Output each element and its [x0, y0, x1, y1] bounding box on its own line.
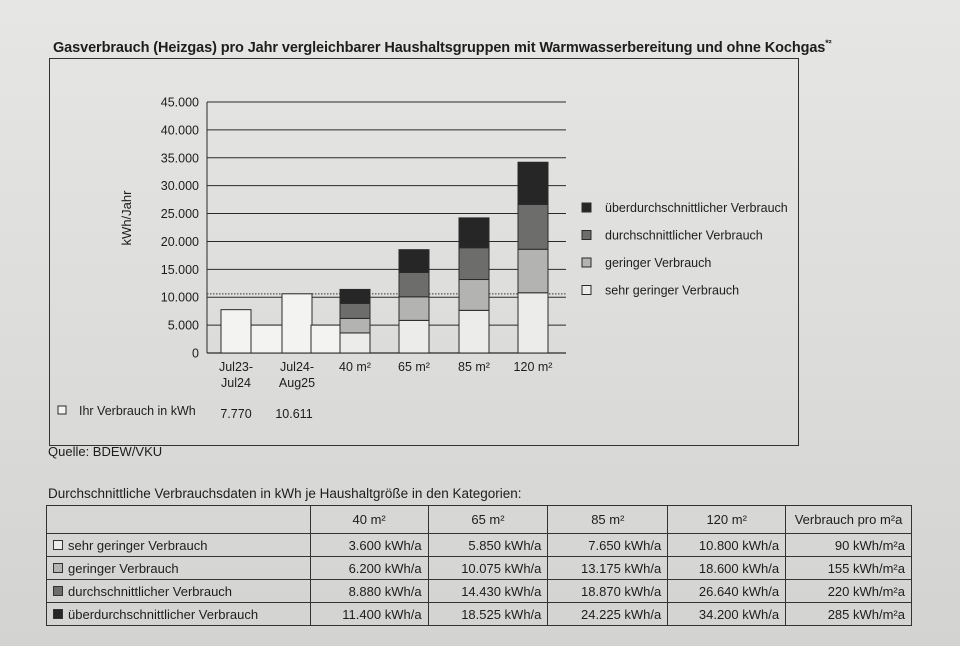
x-category-label: Jul24-	[279, 360, 315, 374]
table-header-cell: 120 m²	[668, 506, 786, 534]
y-tick-label: 10.000	[160, 290, 199, 305]
legend-swatch	[582, 203, 591, 212]
table-header-cell	[47, 506, 311, 534]
step-cell	[311, 325, 340, 353]
y-tick-label: 30.000	[160, 179, 199, 194]
stacked-bar-segment	[340, 289, 370, 303]
table-cell: 14.430 kWh/a	[428, 580, 548, 603]
row-label-text: überdurchschnittlicher Verbrauch	[68, 606, 259, 622]
table-row	[47, 580, 912, 603]
x-category-label: Jul24	[221, 376, 251, 390]
row-label	[47, 534, 311, 557]
stacked-bar-segment	[459, 218, 489, 248]
y-tick-label: 35.000	[160, 151, 199, 166]
row-label	[47, 580, 311, 603]
table-header-cell: Verbrauch pro m²a	[786, 506, 912, 534]
table-cell: 18.600 kWh/a	[668, 557, 786, 580]
table-row	[47, 603, 912, 626]
table-row	[47, 534, 912, 557]
legend-label: überdurchschnittlicher Verbrauch	[605, 201, 788, 215]
legend-swatch	[582, 231, 591, 240]
y-tick-label: 15.000	[160, 262, 199, 277]
stacked-bar-segment	[340, 333, 370, 353]
table-cell: 10.075 kWh/a	[428, 557, 548, 580]
swatch-icon	[53, 563, 63, 573]
row-label-text: geringer Verbrauch	[68, 560, 179, 576]
stacked-bar-segment	[518, 204, 548, 249]
x-category-label: 120 m²	[513, 360, 553, 374]
row-label-text: sehr geringer Verbrauch	[68, 537, 208, 553]
legend-label: sehr geringer Verbrauch	[605, 283, 740, 298]
table-cell: 220 kWh/m²a	[786, 580, 912, 603]
stacked-bar-segment	[399, 273, 429, 297]
y-tick-label: 20.000	[160, 234, 199, 249]
x-category-label: Jul23-	[218, 360, 254, 374]
table-header-cell: 85 m²	[548, 506, 668, 534]
row-label-text: durchschnittlicher Verbrauch	[68, 583, 233, 599]
table-cell: 24.225 kWh/a	[548, 603, 668, 626]
table-cell: 155 kWh/m²a	[786, 557, 912, 580]
stacked-bar-segment	[459, 248, 489, 280]
legend-swatch	[582, 286, 591, 295]
table-cell: 18.870 kWh/a	[548, 580, 668, 603]
y-tick-label: 40.000	[160, 123, 199, 138]
table-header-cell: 65 m²	[428, 506, 548, 534]
x-category-label: 65 m²	[398, 360, 430, 374]
stacked-bar-segment	[518, 293, 548, 353]
legend-swatch	[582, 258, 591, 267]
y-tick-label: 0	[192, 346, 199, 361]
table-cell: 285 kWh/m²a	[786, 603, 912, 626]
legend-label: durchschnittlicher Verbrauch	[605, 228, 763, 243]
consumption-table	[46, 505, 912, 626]
table-title: Durchschnittliche Verbrauchsdaten in kWh je Haushaltgröße in den Kategorien:	[48, 486, 522, 501]
swatch-icon	[53, 586, 63, 596]
table-cell: 10.800 kWh/a	[668, 534, 786, 557]
chart-title-text: Gasverbrauch (Heizgas) pro Jahr vergleichbarer Haushaltsgruppen mit Warmwasserbereitung und ohne Kochgas	[53, 39, 826, 56]
stacked-bar-segment	[340, 318, 370, 333]
table-row	[47, 557, 912, 580]
table-cell: 8.880 kWh/a	[310, 580, 428, 603]
source-note: Quelle: BDEW/VKU	[48, 444, 163, 459]
stacked-bar-segment	[518, 249, 548, 293]
x-category-label: 85 m²	[458, 360, 490, 374]
stacked-bar-segment	[340, 303, 370, 318]
swatch-icon	[53, 540, 63, 550]
title-footnote-mark: *²	[825, 38, 832, 48]
stacked-bar-segment	[459, 310, 489, 353]
stacked-bar-segment	[399, 320, 429, 353]
table-cell: 5.850 kWh/a	[428, 534, 548, 557]
stacked-bar-segment	[459, 280, 489, 311]
y-axis-label: kWh/Jahr	[119, 190, 134, 246]
table-cell: 3.600 kWh/a	[310, 534, 428, 557]
table-cell: 6.200 kWh/a	[310, 557, 428, 580]
x-category-label: 40 m²	[339, 360, 371, 374]
table-cell: 90 kWh/m²a	[786, 534, 912, 557]
own-consumption-bar	[282, 294, 312, 353]
table-cell: 7.650 kWh/a	[548, 534, 668, 557]
table-cell: 18.525 kWh/a	[428, 603, 548, 626]
table-cell: 11.400 kWh/a	[310, 603, 428, 626]
table-header-row	[47, 506, 912, 534]
y-tick-label: 45.000	[160, 95, 199, 110]
row-label	[47, 603, 311, 626]
legend-label: geringer Verbrauch	[605, 256, 712, 270]
x-category-label: Aug25	[278, 376, 316, 390]
own-legend-swatch	[58, 406, 66, 414]
stacked-bar-segment	[518, 162, 548, 204]
table-cell: 26.640 kWh/a	[668, 580, 786, 603]
stacked-bar-segment	[399, 297, 429, 321]
stacked-bar-segment	[399, 250, 429, 273]
own-legend-label: Ihr Verbrauch in kWh	[79, 404, 196, 418]
swatch-icon	[53, 609, 63, 619]
table-header-cell: 40 m²	[310, 506, 428, 534]
own-consumption-value: 10.611	[275, 407, 313, 421]
step-cell	[251, 325, 282, 353]
table-cell: 13.175 kWh/a	[548, 557, 668, 580]
row-label	[47, 557, 311, 580]
y-tick-label: 5.000	[167, 318, 199, 333]
own-consumption-bar	[221, 310, 251, 353]
y-tick-label: 25.000	[160, 207, 199, 222]
table-cell: 34.200 kWh/a	[668, 603, 786, 626]
own-consumption-value: 7.770	[220, 407, 252, 421]
